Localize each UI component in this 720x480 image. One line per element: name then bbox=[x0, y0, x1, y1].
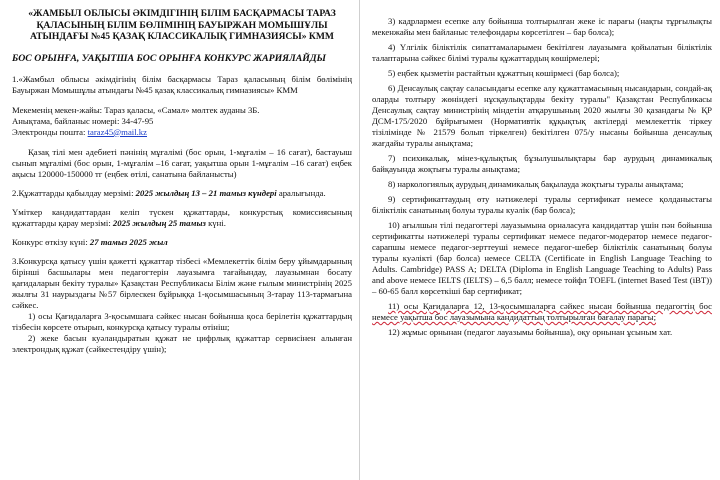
deadline-suffix: аралығында. bbox=[276, 187, 326, 198]
review-paragraph bbox=[12, 207, 352, 229]
email-label: Электронды пошта: bbox=[12, 126, 88, 137]
deadline-paragraph bbox=[12, 188, 352, 199]
review-prefix: Үміткер кандидаттардан келіп түскен құжаттарды, конкурстық комиссиясының құжаттарды қарау мерзімі: bbox=[12, 206, 352, 228]
list-item: 6) Денсаулық сақтау саласындағы есепке алу құжаттамасының нысандарын, сондай-ақ оларды толтыру жөніндегі нұсқаулықтарды бекіту туралы" Қазақстан Республикасы Денсаулық сақтау министрінің міндетін атқарушының 2020 жылғы 30 қазандағы № ҚР ДСМ-175/2020 бұйрығымен (Нормативтік құқықтық актілерді мемлекеттік тіркеу тізілімінде № 21579 болып тіркелген) бекітілген 075/у нысаны бойынша денсаулық жағдайы туралы анықтама; bbox=[372, 83, 712, 148]
address-line: Мекеменің мекен-жайы: Тараз қаласы, «Самал» мөлтек ауданы 3Б. bbox=[12, 104, 260, 115]
review-date: 2025 жылдың 25 тамыз bbox=[112, 217, 206, 228]
list-item: 12) жұмыс орнынан (педагог лауазымы бойынша), оқу орнынан ұсыным хат. bbox=[388, 327, 673, 337]
list-item: 4) Үлгілік біліктілік сипаттамаларымен бекітілген лауазымға қойылатын біліктілік талаптарына сәйкес білімі туралы құжаттардың көшірмелері; bbox=[372, 42, 712, 63]
email-link[interactable]: taraz45@mail.kz bbox=[87, 126, 147, 137]
deadline-dates: 2025 жылдың 13 – 21 тамыз күндері bbox=[135, 187, 277, 198]
positions-paragraph: Қазақ тілі мен әдебиеті пәнінің мұғалімі (бос орын, 1-мұғалім – 16 сағат), бастауыш сынып мұғалімі (бос орын, 1-мұғалім –16 сағат, уақытша орын 1-мұғалім –16 сағат) еңбек ақысы 120000-150000 тг (еңбек өтілі, санатына байланысты) bbox=[12, 146, 352, 179]
phone-line: Анықтама, байланыс номері: 34-47-95 bbox=[12, 115, 154, 126]
announcement-title: БОС ОРЫНҒА, УАҚЫТША БОС ОРЫНҒА КОНКУРС ЖАРИЯЛАЙДЫ bbox=[12, 52, 327, 64]
list-item: 2) жеке басын куәландыратын құжат не цифрлық құжаттар сервисінен алынған электрондық құжат (сәйкестендіру үшін); bbox=[12, 332, 352, 354]
documents-intro: 3.Конкурсқа қатысу үшін қажетті құжаттар тізбесі «Мемлекеттік білім беру ұйымдарының бірінші басшылары мен педагогтерін лауазымға тағайындау, лауазымнан босату қағидаларын бекіту туралы» Қазақстан Республикасы Білім және ғылым министрінің 2025 жылғы 31 наурыздағы №57 бірлескен бұйрыққа 1-қосымшасының 3-тарау 113-тармағына сәйкес. bbox=[12, 255, 352, 310]
deadline-prefix: 2.Құжаттарды қабылдау мерзімі: bbox=[12, 187, 136, 198]
list-item: 11) осы Қағидаларға 12, 13-қосымшаларға сәйкес нысан бойынша педагогтің бос немесе уақытша бос лауазымына кандидаттың толтырылған бағалау парағы; bbox=[372, 301, 712, 322]
list-item: 1) осы Қағидаларға 3-қосымшаға сәйкес нысан бойынша қоса берілетін құжаттардың тізбесін көрсете отырып, конкурсқа қатысу туралы өтініш; bbox=[12, 310, 352, 332]
contest-date: 27 тамыз 2025 жыл bbox=[89, 236, 168, 247]
list-item: 9) сертификаттаудың өту нәтижелері туралы сертификат немесе қолданыстағы біліктілік санатының болуы туралы куәлік (бар болса); bbox=[372, 194, 712, 215]
contest-date-paragraph bbox=[12, 237, 352, 248]
organization-paragraph: 1.«Жамбыл облысы әкімдігінің білім басқармасы Тараз қаласының білім бөлімінің Бауыржан Момышұлы атындағы №45 қазақ классикалық гимназиясы» КММ bbox=[12, 73, 352, 95]
review-suffix: күні. bbox=[205, 217, 226, 228]
contest-prefix: Конкурс өткізу күні: bbox=[12, 236, 90, 247]
list-item: 7) психикалық, мінез-құлықтық бұзылушылықтары бар аурудың динамикалық байқауында жоқтығы туралы анықтама; bbox=[372, 153, 712, 174]
list-item: 3) кадрлармен есепке алу бойынша толтырылған жеке іс парағы (нақты тұрғылықты мекенжайы мен байланыс телефондары көрсетілген – бар болса); bbox=[372, 16, 712, 37]
organization-header: «ЖАМБЫЛ ОБЛЫСЫ ӘКІМДІГІНІҢ БІЛІМ БАСҚАРМАСЫ ТАРАЗ ҚАЛАСЫНЫҢ БІЛІМ БӨЛІМІНІҢ БАУЫРЖАН МОМЫШҰЛЫ АТЫНДАҒЫ №45 ҚАЗАҚ КЛАССИКАЛЫҚ ГИМНАЗИЯСЫ» КММ bbox=[28, 8, 336, 42]
list-item: 5) еңбек қызметін растайтын құжаттың көшірмесі (бар болса); bbox=[388, 68, 620, 78]
email-line bbox=[12, 127, 352, 138]
list-item: 10) ағылшын тілі педагогтері лауазымына орналасуға кандидаттар үшін пән бойынша сертификатты нәтижелері туралы сертификат немесе педагог-модератор немесе педагог-сарапшы немесе педагог-зерттеуші немесе педагог-шебер біліктілік санатының болуы туралы куәлікті (бар болса) немесе CELTA (Certificate in English Language Teaching to Adults. Cambridge) PASS A; DELTA (Diploma in English Language Teaching to Adults) Pass and above немесе IELTS (IELTS) – 6,5 балл; немесе тойфл TOEFL (internet Based Test (iBT)) – 60-65 балл көрсеткіші бар сертификат; bbox=[372, 220, 712, 296]
right-page bbox=[360, 0, 720, 480]
list-item: 8) наркологиялық аурудың динамикалық бақылауда жоқтығы туралы анықтама; bbox=[388, 179, 684, 189]
